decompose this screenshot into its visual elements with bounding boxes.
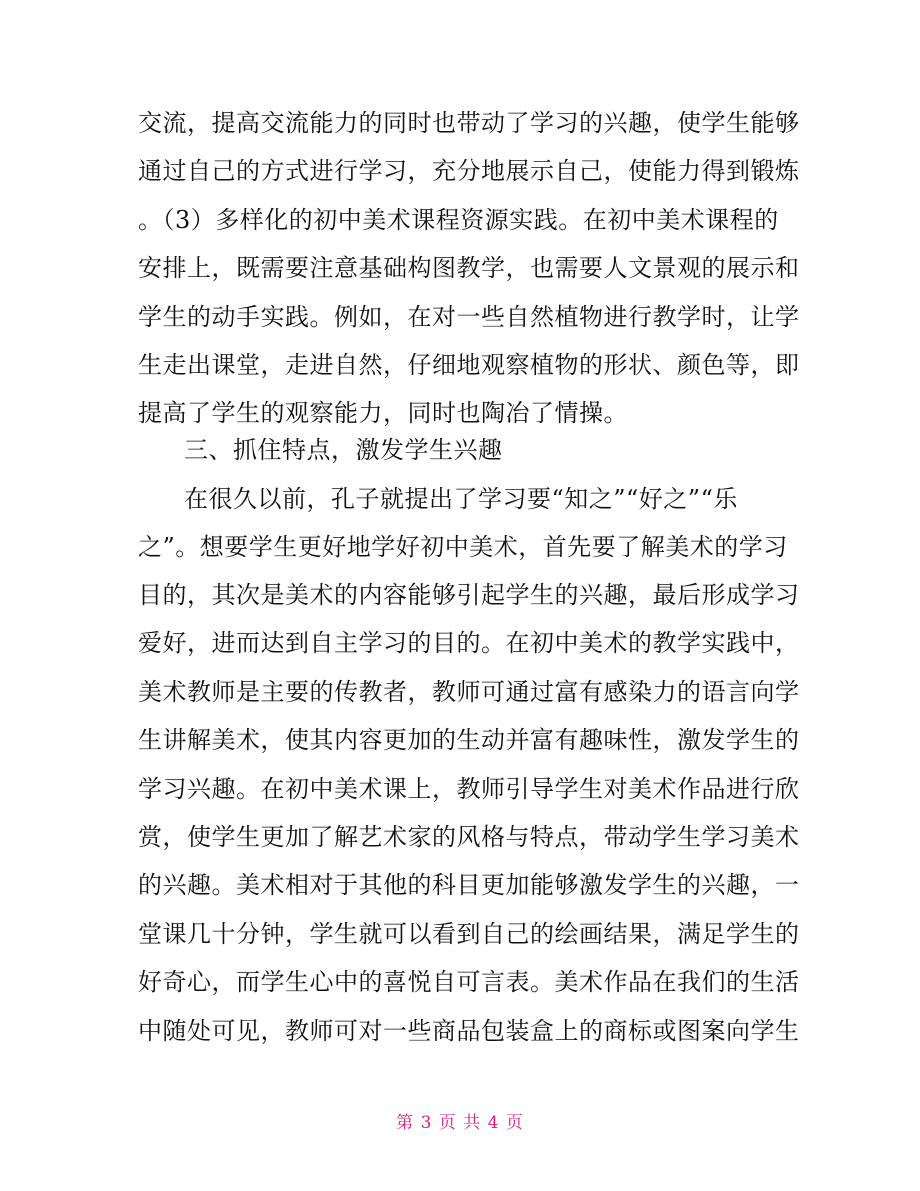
body-line: 生走出课堂，走进自然，仔细地观察植物的形状、颜色等，即 [138,351,800,379]
body-line: 之”。想要学生更好地学好初中美术，首先要了解美术的学习 [138,533,788,561]
body-line: 生讲解美术，使其内容更加的生动并富有趣味性，激发学生的 [138,726,800,754]
body-line: 美术教师是主要的传教者，教师可通过富有感染力的语言向学 [138,678,800,706]
body-line: 。（3）多样化的初中美术课程资源实践。在初中美术课程的 [138,206,779,234]
body-line: 在很久以前，孔子就提出了学习要“知之”“好之”“乐 [184,485,738,513]
body-line: 爱好，进而达到自主学习的目的。在初中美术的教学实践中， [138,629,800,657]
body-line: 堂课几十分钟，学生就可以看到自己的绘画结果，满足学生的 [138,920,800,948]
body-line: 学习兴趣。在初中美术课上，教师引导学生对美术作品进行欣 [138,775,800,803]
body-line: 目的，其次是美术的内容能够引起学生的兴趣，最后形成学习 [138,581,800,609]
body-line: 赏，使学生更加了解艺术家的风格与特点，带动学生学习美术 [138,823,800,851]
body-line: 通过自己的方式进行学习，充分地展示自己，使能力得到锻炼 [138,157,800,185]
body-line: 的兴趣。美术相对于其他的科目更加能够激发学生的兴趣，一 [138,871,800,899]
body-line: 学生的动手实践。例如，在对一些自然植物进行教学时，让学 [138,303,800,331]
body-line: 好奇心，而学生心中的喜悦自可言表。美术作品在我们的生活 [138,968,800,996]
body-line: 交流，提高交流能力的同时也带动了学习的兴趣，使学生能够 [138,109,800,137]
body-line: 安排上，既需要注意基础构图教学，也需要人文景观的展示和 [138,254,800,282]
page-number-footer: 第 3 页 共 4 页 [396,1113,524,1133]
section-heading: 三、抓住特点，激发学生兴趣 [184,436,503,464]
body-line: 提高了学生的观察能力，同时也陶冶了情操。 [138,399,628,427]
body-line: 中随处可见，教师可对一些商品包装盒上的商标或图案向学生 [138,1017,800,1045]
